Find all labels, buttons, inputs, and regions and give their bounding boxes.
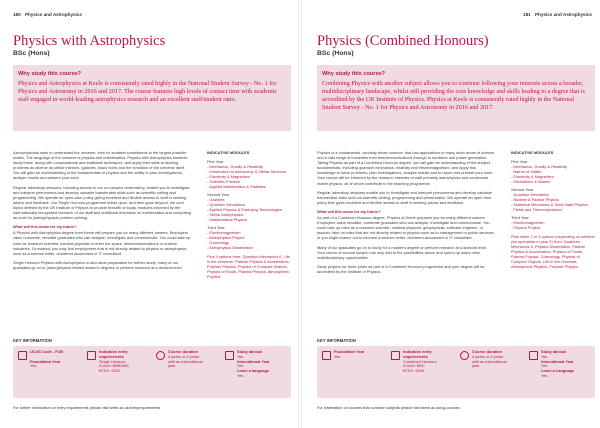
module-item: - Oscillations & Waves: [511, 179, 550, 184]
module-year: Second Year: [511, 187, 534, 192]
page-number: 181: [523, 12, 531, 17]
left-page: [0, 0, 296, 428]
module-item: - Cosmology: [207, 240, 229, 245]
body-paragraph: Many of our graduates go on to study for a master's degree or perform research at a doctoral level. Your choice of second subject can only add to the possibilities above and opens up many other multidisciplinary opportunities.: [317, 244, 488, 260]
key-info-line: Yes: [237, 363, 244, 369]
modules-list: [207, 159, 291, 250]
key-info-line: Single Honours: [99, 358, 126, 364]
course-description: [13, 150, 191, 274]
key-info-line: Yes: [541, 363, 548, 369]
body-paragraph: Physics is a fundamental, curiosity-driven science, that has applications in many other areas of science and a vast range of industries from telecommunications through to medicine and power generation. Taking Physics as part of a Combined Honours degree, you will gain an understanding of the subject fundamentals, including quantum mechanics, relativity and electromagnetism, and apply this knowledge to solve problems, plan investigations, analyse results and to report and present your work. Your course will be informed by the research interests of staff primarily astrophysics and condensed matter physics, all of whom contribute to the teaching programme.: [317, 150, 495, 186]
module-item: - Nuclear & Particle Physics: [511, 197, 559, 202]
key-information-label: KEY INFORMATION: [13, 338, 52, 343]
key-information-label: KEY INFORMATION: [317, 338, 356, 343]
page-gutter: [298, 0, 302, 428]
body-paragraph: A Physics with Astrophysics degree from Keele will prepare you for many different careers. Employers value numerate, versatile graduates who can analyse, investigate and communicate. You could take up roles as research scientist, medical physicist or enter the space, telecommunications or nuclear industries. Or instead, you may find employment that is not directly related to physics or astrophysics, such as a science writer, chartered accountant or IT consultant.: [13, 230, 191, 256]
key-information-bar: [13, 346, 291, 398]
key-info-line: Course duration: [168, 349, 199, 354]
page-number: 180: [13, 12, 21, 17]
body-paragraph: Regular laboratory sessions enable you to investigate and interpret phenomena and develop valuable transferable skills such as scientific writing, programming and presentation. We operate an open-door policy that gives excellent and flexible access to staff in seeking advice and feedback.: [317, 189, 492, 205]
course-subtitle: BSc (Hons): [13, 50, 50, 57]
key-info-line: Study abroad: [541, 349, 566, 354]
requirements-icon: [87, 351, 96, 360]
future-heading: What will this mean for my future?: [13, 224, 77, 230]
key-info-box: [458, 350, 522, 394]
module-year: First Year: [207, 159, 224, 164]
key-info-box: [527, 350, 591, 394]
key-info-line: Learn a language: [237, 368, 269, 374]
modules-heading: INDICATIVE MODULES: [511, 150, 554, 155]
key-info-text: [472, 350, 522, 369]
key-info-box: [389, 350, 453, 394]
key-info-text: [403, 350, 453, 374]
module-item: - Quantum Mechanics: [207, 202, 246, 207]
key-info-line: Foundation Year: [334, 349, 365, 354]
module-year: Third Year: [207, 225, 225, 230]
key-info-line: Study abroad: [237, 349, 262, 354]
key-information-bar: [317, 346, 595, 398]
key-info-line: with an international: [168, 358, 203, 364]
key-info-text: [237, 350, 287, 379]
key-info-line: Yes: [30, 363, 37, 369]
module-item: - Statistical Mechanics & Solid State Physics: [511, 202, 588, 207]
key-info-line: Indicative entry requirements: [403, 349, 432, 359]
key-info-text: [99, 350, 149, 374]
indicative-modules: [207, 150, 291, 279]
module-year: Third Year: [511, 215, 529, 220]
key-info-line: Yes: [334, 353, 341, 359]
course-title: Physics with Astrophysics: [13, 33, 166, 49]
module-item: - Quantum Mechanics: [511, 192, 550, 197]
module-item: - Nature of Matter: [511, 169, 542, 174]
running-header: [523, 12, 592, 17]
key-info-line: BTEC: DDD: [99, 368, 120, 374]
module-item: - Galaxies: [207, 197, 225, 202]
why-study-text: Physics and Astrophysics at Keele is consistently rated highly in the National Student Survey - No. 1 for Physics and Astronomy in 2016 and 2017. The course features high levels of contact time with academic staff engaged in world-leading astrophysics research and an excellent staff/student ratio.: [18, 80, 278, 103]
key-info-line: International Year: [541, 358, 574, 364]
body-paragraph: Study physics for three years as part of a Combined Honours programme and your degree will be accredited by the Institute of Physics.: [317, 263, 485, 274]
key-info-line: year: [168, 363, 176, 369]
module-item: - Mechanics, Gravity & Relativity: [511, 164, 567, 169]
modules-options-note: Plus either 2 or 3 options (depending on whether you specialise in year 3) from: Quantum Mechanics II, Physics Dissertation, Particle Physics & Accelerators, Physics of Fluids, Plasma Physics, Cosmology, Physics of Compact Objects, Life in the Universe, Atmospheric Physics, Polymer Physics: [511, 234, 595, 269]
footer-note: For information on courses that combine subjects please visit keele.ac.uk/ug-courses: [317, 406, 460, 410]
module-year: First Year: [511, 159, 528, 164]
why-study-text: Combining Physics with another subject allows you to continue following your interests across a broader, multidisciplinary landscape, whilst still providing the core knowledge and skills leading to a degree that is accredited by the UK Institute of Physics. Physics at Keele is consistently rated highly in the National Student Survey - No. 1 for Physics and Astronomy in 2016 and 2017.: [322, 80, 585, 111]
key-info-text: [541, 350, 591, 379]
module-item: - Physics Project: [511, 225, 540, 230]
footer-note: For further information on entry requirements please visit keele.ac.uk/entryrequirements: [13, 406, 161, 410]
key-info-text: [334, 350, 384, 360]
key-info-line: UCAS Code - F3I5: [30, 349, 64, 354]
body-paragraph: As part of a Combined Honours degree, Physics at Keele prepares you for many different careers. Employers value versatile, numerate graduates who can analyse, investigate and communicate. You could take up roles as a research scientist, medical physicist, geophysicist, software engineer, or teacher; take on roles that are not directly related to physics such as in management or public services; or you might branch out to become a science writer, chartered accountant or IT consultant.: [317, 215, 495, 241]
module-item: - Electromagnetism: [511, 220, 545, 225]
body-paragraph: Regular laboratory sessions, including access to our on-campus observatory, enable you to investigate and interpret phenomena and develop valuable transferable skills such as scientific writing and programming. We operate an open-door policy giving excellent and flexible access to staff in seeking advice and feedback. Our Single Honours programme builds upon, and then goes beyond, the core topics defined by the UK Institute of Physics to provide breadth of study, modules informed by the internationally recognised research of our staff and additional emphasis on mathematics and computing as tools for (astro)physical problem-solving.: [13, 184, 191, 221]
key-info-line: A level: BBB/ABC: [99, 363, 130, 369]
module-item: - Electromagnetism: [207, 230, 241, 235]
key-info-line: Yes: [237, 372, 244, 378]
module-item: - Applied Physics & Emerging Technologies: [207, 207, 282, 212]
module-item: - Applied Mathematics & Statistics: [207, 184, 266, 189]
running-header-text: Physics and Astrophysics: [24, 12, 82, 17]
ucas-icon: [18, 351, 27, 360]
requirements-icon: [391, 351, 400, 360]
modules-list: [511, 159, 595, 230]
key-info-line: Foundation Year: [30, 358, 61, 364]
module-item: - Mathematical Physics: [207, 217, 247, 222]
future-heading: What will this mean for my future?: [317, 208, 381, 214]
body-paragraph: Astrophysicists seek to understand the universe, from its smallest constituents to the largest possible scales. The language of the universe is physics and mathematics; Physics with Astrophysics students study these, along with computational and statistical techniques, and apply their skills to tackling problems as diverse as stellar interiors, galaxies, black holes and the evolution of the universe itself. You will gain an understanding of the fundamentals of physics and the ability to plan investigations, analyse results and present your work.: [13, 150, 188, 181]
modules-heading: INDICATIVE MODULES: [207, 150, 250, 155]
module-item: - Stellar Astrophysics: [207, 212, 244, 217]
key-info-line: Combined Honours: [403, 358, 437, 364]
key-info-line: Yes: [541, 353, 548, 359]
duration-icon: [156, 351, 165, 360]
key-info-line: Learn a Language: [541, 368, 575, 374]
key-info-line: Yes: [237, 353, 244, 359]
module-item: - Astrophysics Project: [207, 235, 245, 240]
key-info-box: [320, 350, 384, 394]
module-item: - Astrophysics Dissertation: [207, 245, 253, 250]
key-info-line: with an international: [472, 358, 507, 364]
running-header-text: Physics and Astrophysics: [534, 12, 592, 17]
running-header: [13, 12, 82, 17]
why-study-panel: [13, 65, 291, 131]
key-info-line: 3 years or 4 years: [168, 353, 200, 359]
key-info-line: BTEC: DDM: [403, 368, 425, 374]
foundation-icon: [322, 351, 331, 360]
indicative-modules: [511, 150, 595, 269]
key-info-line: Indicative entry requirements: [99, 349, 128, 359]
course-subtitle: BSc (Hons): [317, 50, 354, 57]
course-title: Physics (Combined Honours): [317, 33, 489, 49]
right-page: [304, 0, 600, 428]
key-info-line: year: [472, 363, 480, 369]
why-study-heading: Why study this course?: [18, 71, 82, 77]
key-info-text: [168, 350, 218, 369]
key-info-line: 3 years or 4 years: [472, 353, 504, 359]
module-item: - Scientific Practice: [207, 179, 241, 184]
key-info-line: A level: BBC: [403, 363, 425, 369]
why-study-panel: [317, 65, 595, 131]
key-info-text: [30, 350, 80, 369]
key-info-box: [16, 350, 80, 394]
module-item: - Introduction to Astronomy & Stellar Structure: [207, 169, 287, 174]
key-info-box: [85, 350, 149, 394]
module-item: - Electricity & Magnetism: [511, 174, 554, 179]
key-info-box: [223, 350, 287, 394]
modules-options-note: Plus 4 options from: Quantum Mechanics II, Life in the Universe, Particle Physics & Accelerators, Polymer Physics, Physics of Compact Objects, Physics of Fluids, Plasma Physics, Atmospheric Physics: [207, 254, 290, 279]
key-info-line: Yes: [541, 372, 548, 378]
key-info-line: Course duration: [472, 349, 503, 354]
module-year: Second Year: [207, 192, 230, 197]
module-item: - Electricity & Magnetism: [207, 174, 250, 179]
study-abroad-icon: [529, 351, 538, 360]
key-info-box: [154, 350, 218, 394]
module-item: - Fields and Thermodynamics: [511, 207, 563, 212]
course-description: [317, 150, 495, 278]
body-paragraph: Single Honours Physics with Astrophysics is also ideal preparation for further study; many of our graduates go on to (astro)physics-related master's degrees or perform research at a doctoral level.: [13, 259, 183, 270]
duration-icon: [460, 351, 469, 360]
key-info-line: International Year: [237, 358, 270, 364]
why-study-heading: Why study this course?: [322, 71, 386, 77]
module-item: - Mechanics, Gravity & Relativity: [207, 164, 263, 169]
study-abroad-icon: [225, 351, 234, 360]
